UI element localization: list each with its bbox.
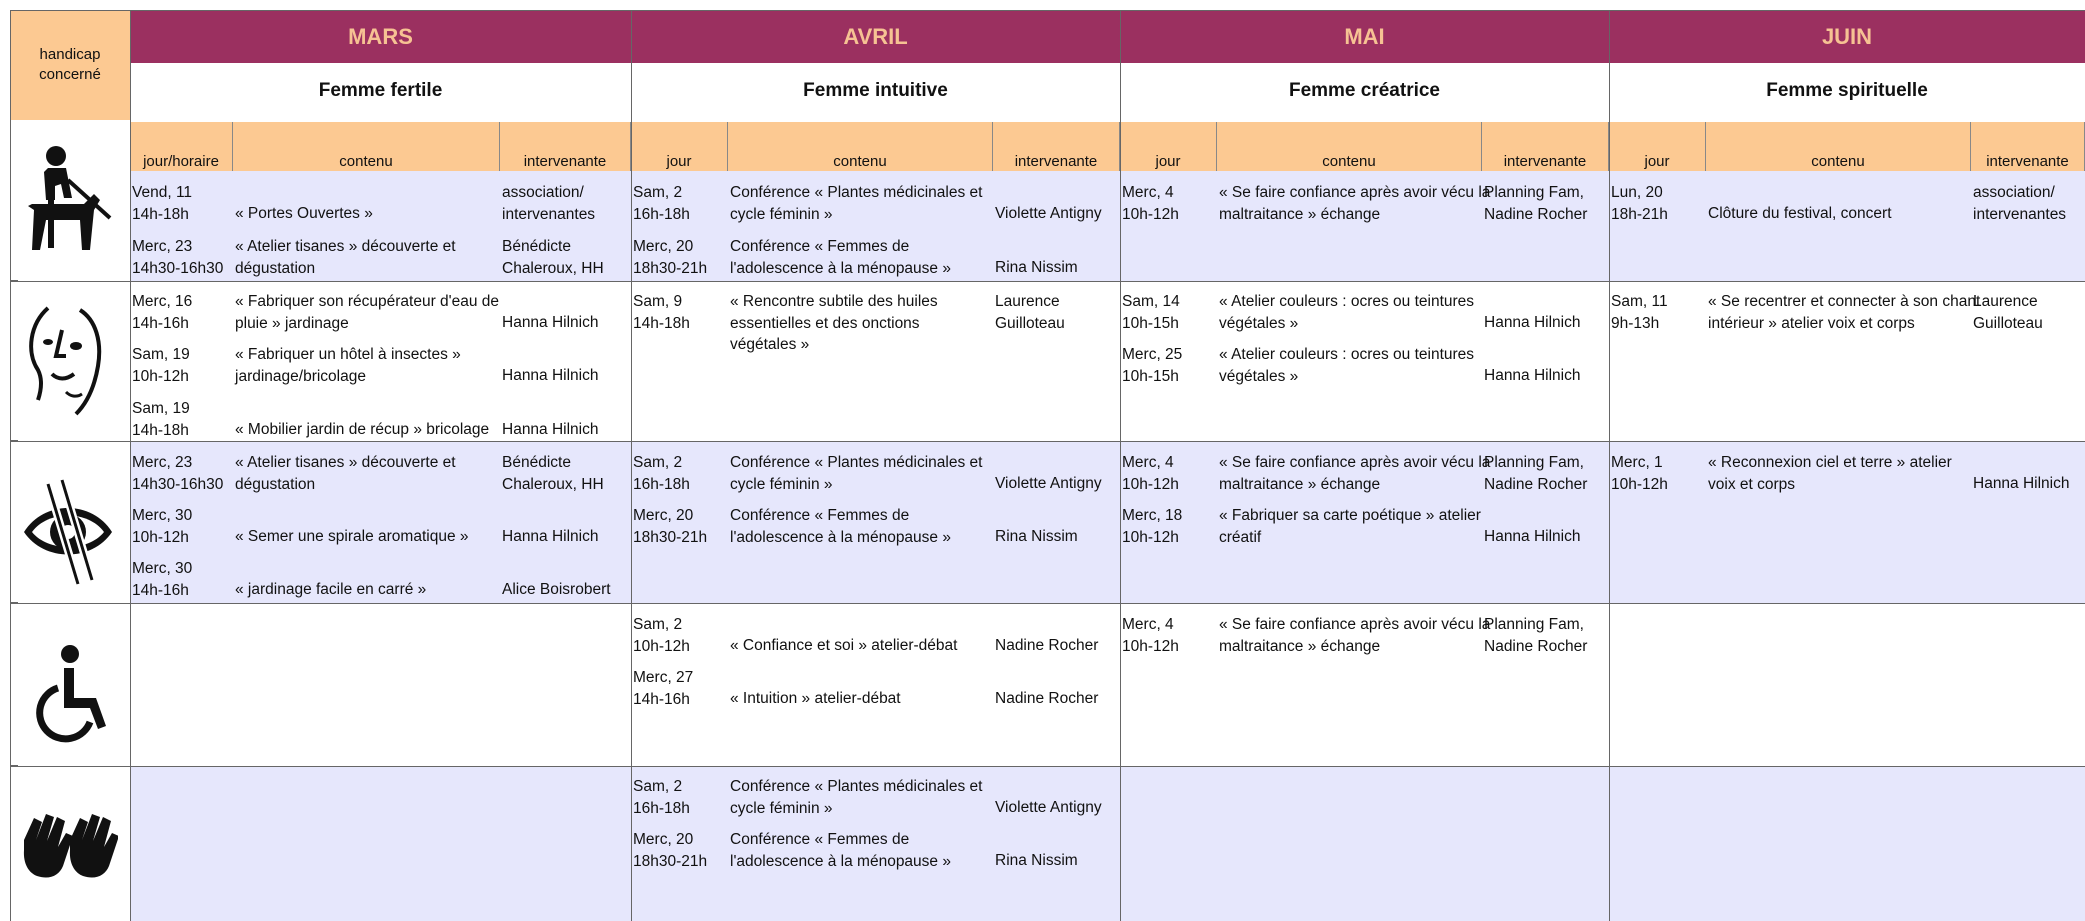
event-content: « Mobilier jardin de récup » bricolage — [235, 421, 490, 438]
event-content: « Semer une spirale aromatique » — [235, 528, 469, 545]
event-content: « Fabriquer son récupérateur d'eau de pluie » jardinage — [235, 293, 500, 332]
grid-line — [631, 10, 632, 921]
grid-line — [1120, 10, 1121, 921]
grid-tick — [10, 602, 18, 603]
event-speaker: Planning Fam, Nadine Rocher — [1484, 184, 1588, 223]
event-content: « Fabriquer un hôtel à insectes » jardinage/bricolage — [235, 346, 461, 385]
event-speaker: Violette Antigny — [995, 475, 1102, 492]
event-speaker: Bénédicte Chaleroux, HH — [502, 454, 604, 493]
event-day: Sam, 9 14h-18h — [633, 293, 690, 332]
month-theme: Femme fertile — [130, 63, 632, 119]
event-day: Merc, 16 14h-16h — [132, 293, 193, 332]
month-theme: Femme intuitive — [631, 63, 1121, 119]
event-speaker: Rina Nissim — [995, 852, 1078, 869]
event-content: « Atelier couleurs : ocres ou teintures végétales » — [1219, 346, 1475, 385]
event-content: « Se faire confiance après avoir vécu la maltraitance » échange — [1219, 184, 1491, 223]
event-day: Sam, 2 10h-12h — [633, 616, 690, 655]
event-speaker: Hanna Hilnich — [1973, 475, 2070, 492]
event-day: Merc, 20 18h30-21h — [633, 238, 708, 277]
event-speaker: Rina Nissim — [995, 528, 1078, 545]
event-content: « Atelier tisanes » découverte et dégustation — [235, 454, 456, 493]
grid-line — [130, 10, 131, 921]
sign-language-hands-icon — [18, 800, 118, 900]
table-row — [130, 603, 2085, 766]
grid-line — [10, 281, 2085, 282]
event-speaker: Hanna Hilnich — [502, 314, 599, 331]
event-day: Lun, 20 18h-21h — [1611, 184, 1668, 223]
column-header: contenu — [1217, 122, 1482, 171]
event-content: « Rencontre subtile des huiles essentielles et des onctions végétales » — [730, 293, 938, 353]
event-day: Merc, 27 14h-16h — [633, 669, 694, 708]
column-header: jour — [1120, 122, 1217, 171]
month-header: MARS — [130, 10, 632, 63]
event-day: Merc, 23 14h30-16h30 — [132, 238, 224, 277]
event-content: « Reconnexion ciel et terre » atelier voix et corps — [1708, 454, 1952, 493]
event-speaker: Hanna Hilnich — [1484, 528, 1581, 545]
grid-line — [10, 10, 2085, 11]
column-header: jour/horaire — [130, 122, 233, 171]
grid-tick — [10, 765, 18, 766]
event-day: Merc, 18 10h-12h — [1122, 507, 1183, 546]
event-content: « Se recentrer et connecter à son chant intérieur » atelier voix et corps — [1708, 293, 1981, 332]
event-speaker: Planning Fam, Nadine Rocher — [1484, 616, 1588, 655]
event-day: Sam, 2 16h-18h — [633, 454, 690, 493]
event-day: Vend, 11 14h-18h — [132, 184, 193, 223]
column-header: contenu — [1706, 122, 1971, 171]
event-day: Merc, 1 10h-12h — [1611, 454, 1668, 493]
table-row — [130, 766, 2085, 921]
event-speaker: Alice Boisrobert — [502, 581, 611, 598]
column-header: contenu — [728, 122, 993, 171]
event-content: « Atelier tisanes » découverte et dégustation — [235, 238, 456, 277]
event-speaker: Nadine Rocher — [995, 690, 1099, 707]
mental-disability-face-icon — [18, 300, 118, 420]
event-day: Sam, 19 10h-12h — [132, 346, 190, 385]
column-header: jour — [1609, 122, 1706, 171]
event-content: « Confiance et soi » atelier-débat — [730, 637, 958, 654]
event-day: Sam, 11 9h-13h — [1611, 293, 1668, 332]
event-day: Merc, 4 10h-12h — [1122, 454, 1179, 493]
month-theme: Femme spirituelle — [1609, 63, 2085, 119]
visual-impairment-eye-icon — [18, 470, 118, 590]
event-day: Merc, 20 18h30-21h — [633, 831, 708, 870]
event-day: Merc, 25 10h-15h — [1122, 346, 1183, 385]
column-header: intervenante — [1482, 122, 1609, 171]
grid-line — [10, 10, 11, 921]
event-speaker: Hanna Hilnich — [1484, 314, 1581, 331]
event-speaker: Laurence Guilloteau — [1973, 293, 2043, 332]
event-speaker: Planning Fam, Nadine Rocher — [1484, 454, 1588, 493]
event-speaker: association/ intervenantes — [1973, 184, 2067, 223]
event-content: « Portes Ouvertes » — [235, 205, 373, 222]
month-header: MAI — [1120, 10, 1610, 63]
event-day: Merc, 23 14h30-16h30 — [132, 454, 224, 493]
month-header: JUIN — [1609, 10, 2085, 63]
grid-tick — [10, 280, 18, 281]
event-speaker: Nadine Rocher — [995, 637, 1099, 654]
event-speaker: Hanna Hilnich — [502, 528, 599, 545]
event-content: « Fabriquer sa carte poétique » atelier créatif — [1219, 507, 1481, 546]
event-speaker: Hanna Hilnich — [502, 367, 599, 384]
event-content: « Se faire confiance après avoir vécu la maltraitance » échange — [1219, 616, 1491, 655]
handicap-column-header — [10, 10, 131, 120]
event-content: Conférence « Plantes médicinales et cycle féminin » — [730, 778, 983, 817]
handicap-header-label: handicap concerné — [39, 46, 101, 83]
event-speaker: Violette Antigny — [995, 205, 1102, 222]
grid-line — [10, 441, 2085, 442]
column-header: intervenante — [500, 122, 631, 171]
event-speaker: Hanna Hilnich — [502, 421, 599, 438]
event-speaker: Rina Nissim — [995, 259, 1078, 276]
month-header: AVRIL — [631, 10, 1121, 63]
event-speaker: Laurence Guilloteau — [995, 293, 1065, 332]
event-content: Conférence « Femmes de l'adolescence à la ménopause » — [730, 831, 951, 870]
event-speaker: Bénédicte Chaleroux, HH — [502, 238, 604, 277]
column-header: intervenante — [993, 122, 1120, 171]
event-day: Merc, 4 10h-12h — [1122, 616, 1179, 655]
event-content: Conférence « Plantes médicinales et cycle féminin » — [730, 454, 983, 493]
event-content: « Intuition » atelier-débat — [730, 690, 901, 707]
column-header: jour — [631, 122, 728, 171]
grid-tick — [10, 440, 18, 441]
event-day: Merc, 4 10h-12h — [1122, 184, 1179, 223]
column-header: contenu — [233, 122, 500, 171]
event-content: « Atelier couleurs : ocres ou teintures végétales » — [1219, 293, 1475, 332]
event-day: Sam, 2 16h-18h — [633, 778, 690, 817]
event-content: « jardinage facile en carré » — [235, 581, 427, 598]
event-day: Merc, 30 10h-12h — [132, 507, 193, 546]
blind-person-with-guide-dog-icon — [18, 142, 118, 252]
column-header: intervenante — [1971, 122, 2085, 171]
event-day: Merc, 30 14h-16h — [132, 560, 193, 599]
event-day: Sam, 2 16h-18h — [633, 184, 690, 223]
event-day: Sam, 14 10h-15h — [1122, 293, 1180, 332]
event-speaker: Violette Antigny — [995, 799, 1102, 816]
event-speaker: association/ intervenantes — [502, 184, 596, 223]
wheelchair-icon — [18, 640, 118, 750]
event-content: Conférence « Plantes médicinales et cycle féminin » — [730, 184, 983, 223]
event-content: « Se faire confiance après avoir vécu la maltraitance » échange — [1219, 454, 1491, 493]
grid-line — [10, 603, 2085, 604]
event-content: Conférence « Femmes de l'adolescence à la ménopause » — [730, 507, 951, 546]
grid-line — [1609, 10, 1610, 921]
grid-line — [10, 766, 2085, 767]
event-speaker: Hanna Hilnich — [1484, 367, 1581, 384]
event-day: Sam, 19 14h-18h — [132, 400, 190, 439]
event-day: Merc, 20 18h30-21h — [633, 507, 708, 546]
event-content: Clôture du festival, concert — [1708, 205, 1892, 222]
event-content: Conférence « Femmes de l'adolescence à la ménopause » — [730, 238, 951, 277]
month-theme: Femme créatrice — [1120, 63, 1610, 119]
